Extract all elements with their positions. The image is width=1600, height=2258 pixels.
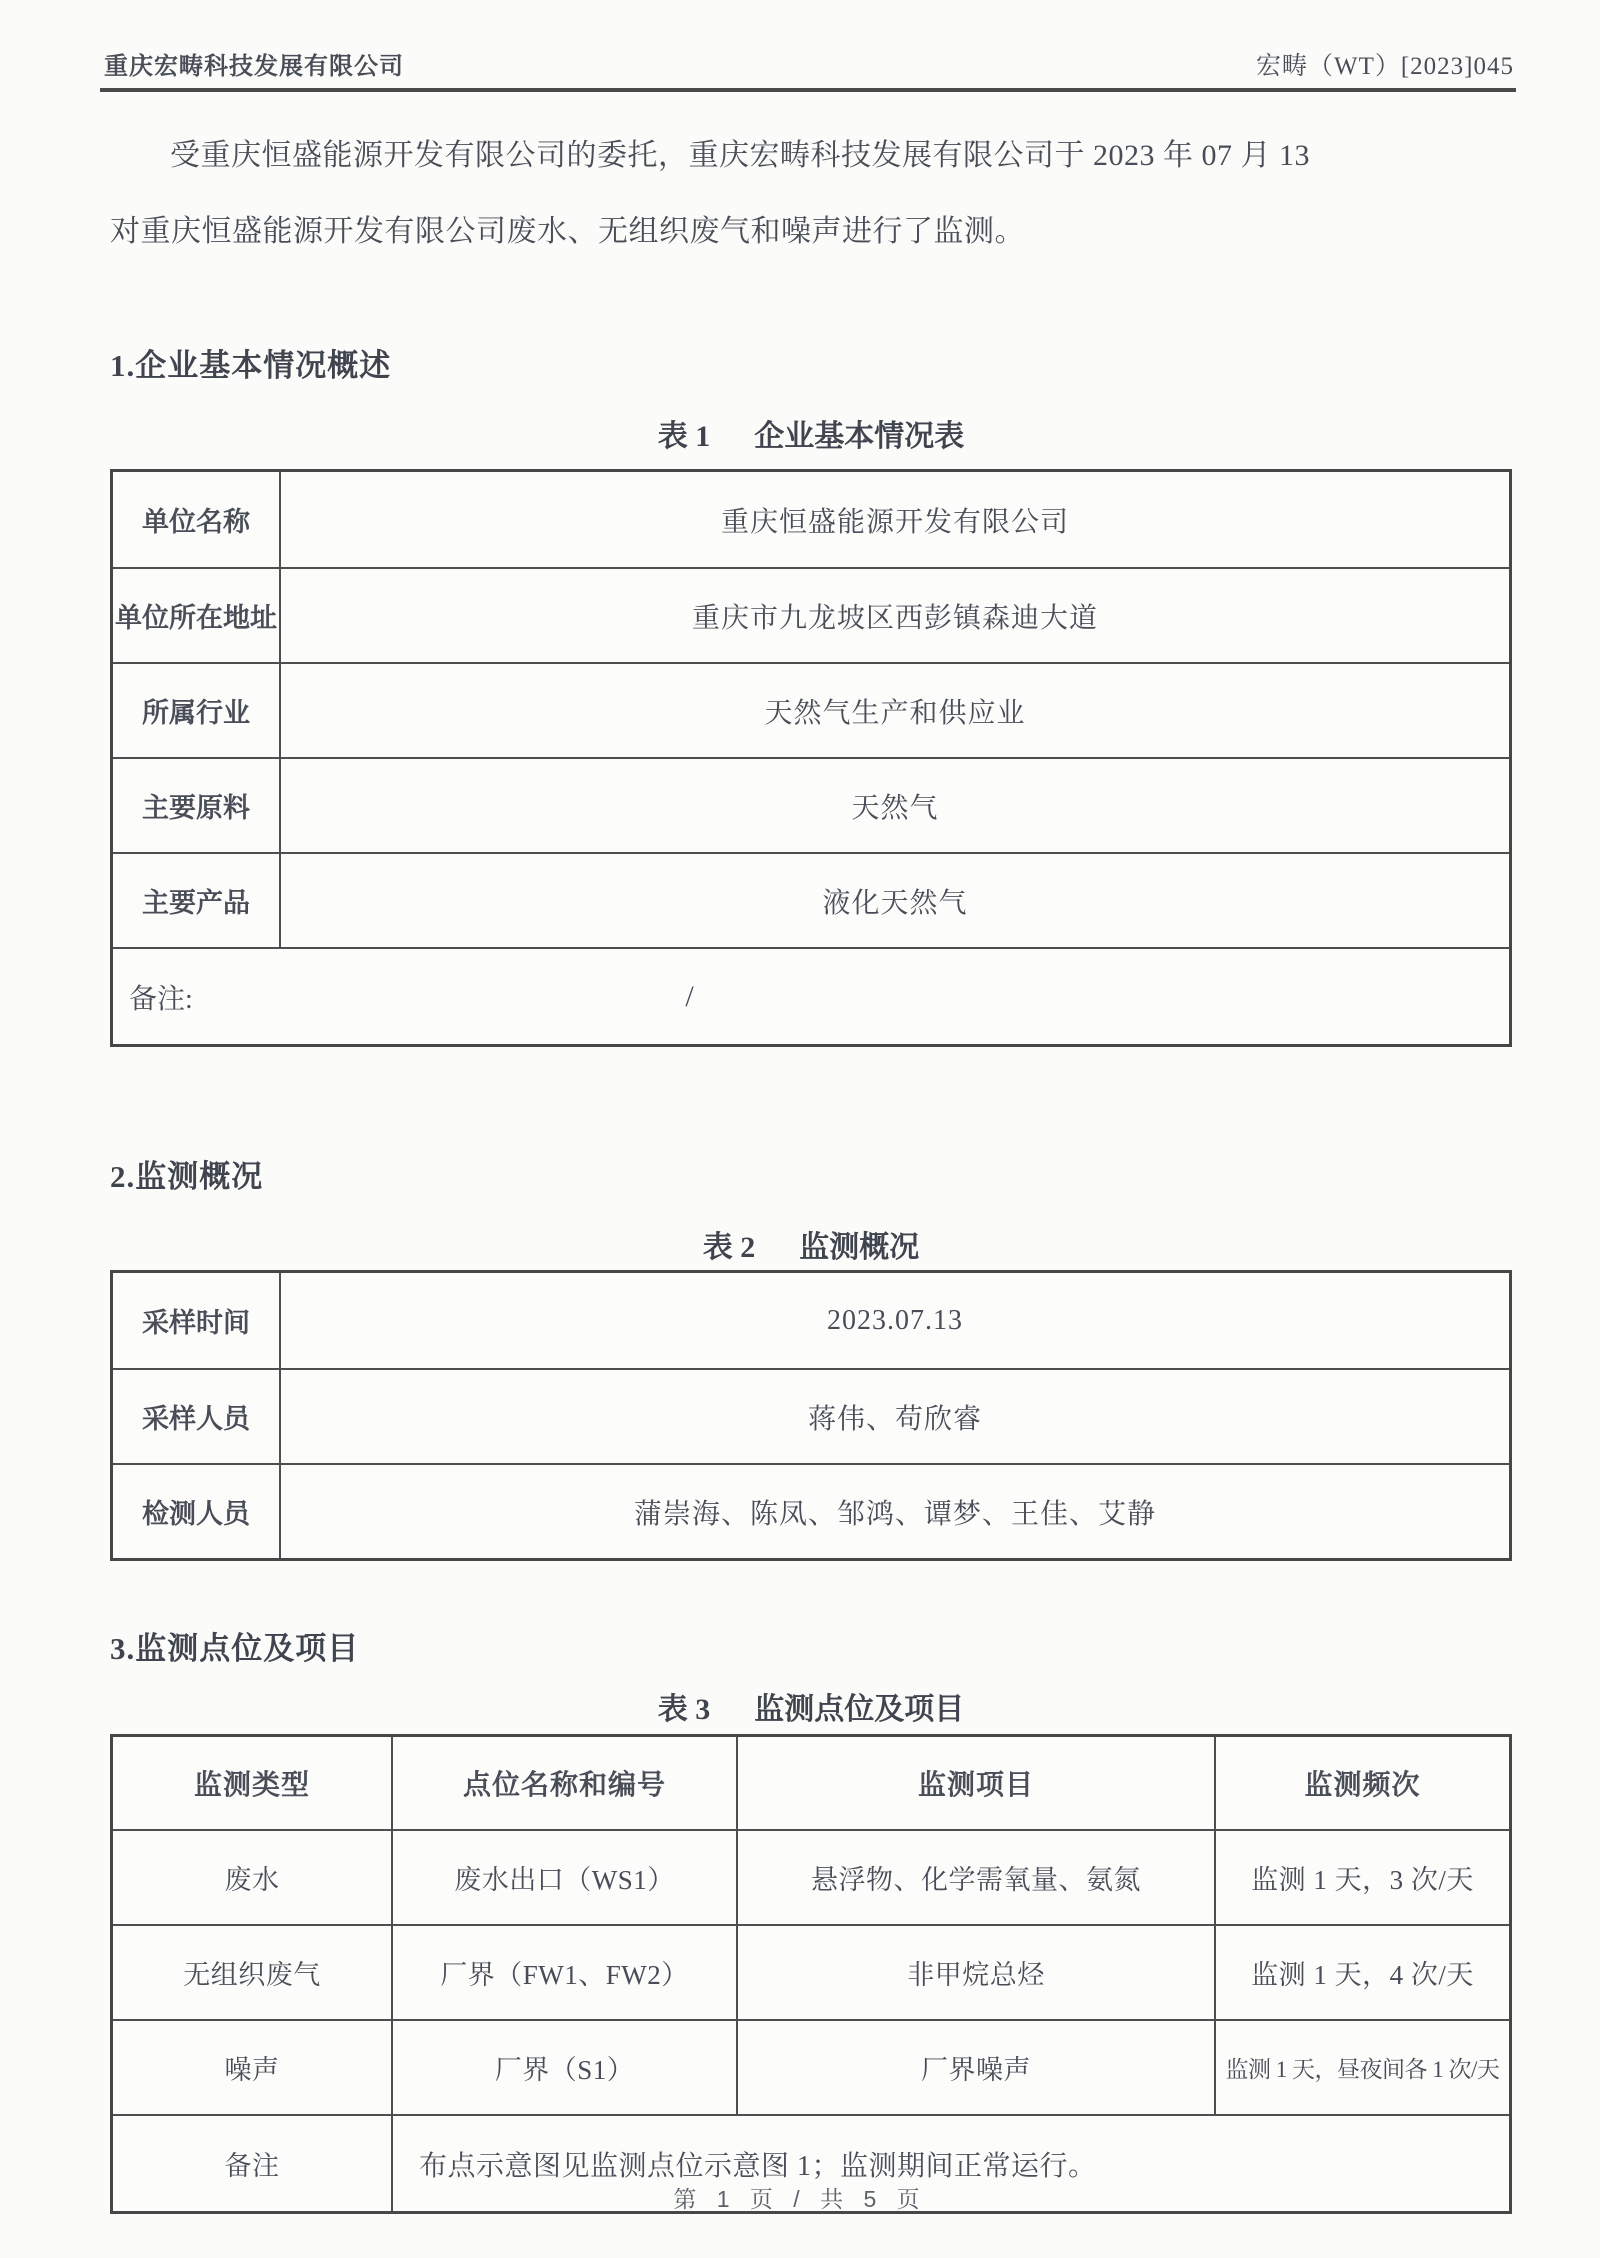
table1-caption-title: 企业基本情况表 xyxy=(754,420,965,453)
intro-paragraph xyxy=(110,118,1512,270)
table1-caption-no: 表 1 xyxy=(657,420,711,453)
table3-points-and-items xyxy=(110,1734,1512,2214)
table3-col-header: 监测频次 xyxy=(1214,1737,1509,1829)
table2-monitoring-overview xyxy=(110,1270,1512,1561)
table2-row-value: 蒲崇海、陈凤、邹鸿、谭梦、王佳、艾静 xyxy=(281,1463,1509,1558)
table3-cell: 监测 1 天，4 次/天 xyxy=(1214,1924,1509,2019)
table3-cell: 无组织废气 xyxy=(113,1924,391,2019)
table1-remark-label: 备注: xyxy=(129,983,193,1015)
table3-caption-title: 监测点位及项目 xyxy=(754,1693,965,1726)
table2-caption xyxy=(110,1222,1512,1266)
page-body xyxy=(110,118,1512,2214)
table1-row-value: 重庆市九龙坡区西彭镇森迪大道 xyxy=(281,567,1509,662)
table3-caption xyxy=(110,1684,1512,1728)
section3-heading: 3.监测点位及项目 xyxy=(110,1631,360,1666)
table1-remark-value: / xyxy=(685,979,694,1013)
table3-cell: 非甲烷总烃 xyxy=(736,1924,1214,2019)
table2-row-value: 蒋伟、苟欣睿 xyxy=(281,1368,1509,1463)
table2-caption-title: 监测概况 xyxy=(799,1231,920,1264)
table1-row-label: 主要产品 xyxy=(113,852,281,947)
table3-cell: 厂界（S1） xyxy=(391,2019,736,2114)
table3-cell: 噪声 xyxy=(113,2019,391,2114)
table3-caption-no: 表 3 xyxy=(657,1693,711,1726)
table1-row-value: 液化天然气 xyxy=(281,852,1509,947)
table3-remark-value: 布点示意图见监测点位示意图 1；监测期间正常运行。 xyxy=(391,2114,1509,2211)
table3-cell: 废水出口（WS1） xyxy=(391,1829,736,1924)
table3-col-header: 监测项目 xyxy=(736,1737,1214,1829)
table2-row-label: 采样时间 xyxy=(113,1273,281,1368)
document-number: 宏畴（WT）[2023]045 xyxy=(1255,53,1514,80)
page-header xyxy=(104,46,1514,82)
table3-cell: 监测 1 天，3 次/天 xyxy=(1214,1829,1509,1924)
table3-col-header: 监测类型 xyxy=(193,1770,310,1801)
table1-company-info xyxy=(110,469,1512,1047)
table2-caption-no: 表 2 xyxy=(702,1231,756,1264)
intro-line-2: 对重庆恒盛能源开发有限公司废水、无组织废气和噪声进行了监测。 xyxy=(110,215,1025,248)
table1-row-label: 主要原料 xyxy=(113,757,281,852)
page-number: 第 1 页 / 共 5 页 xyxy=(673,2186,927,2212)
table2-row-label: 采样人员 xyxy=(113,1368,281,1463)
section2-heading: 2.监测概况 xyxy=(110,1159,264,1194)
table1-remark-row xyxy=(113,947,1509,1044)
table3-cell: 厂界（FW1、FW2） xyxy=(391,1924,736,2019)
table2-row-value: 2023.07.13 xyxy=(827,1304,963,1336)
table1-caption xyxy=(110,411,1512,455)
table1-row-label: 单位名称 xyxy=(113,472,281,567)
intro-line-1: 受重庆恒盛能源开发有限公司的委托，重庆宏畴科技发展有限公司于 2023 年 07 月 13 xyxy=(170,139,1310,172)
table1-row-label: 单位所在地址 xyxy=(113,567,281,662)
table3-col-header: 点位名称和编号 xyxy=(391,1737,736,1829)
table3-remark-label: 备注 xyxy=(113,2114,391,2211)
table3-cell: 悬浮物、化学需氧量、氨氮 xyxy=(736,1829,1214,1924)
table1-row-label: 所属行业 xyxy=(113,662,281,757)
section1-heading: 1.企业基本情况概述 xyxy=(110,348,392,383)
table3-cell: 厂界噪声 xyxy=(736,2019,1214,2114)
table3-cell: 监测 1 天，昼夜间各 1 次/天 xyxy=(1214,2019,1509,2114)
header-divider xyxy=(100,88,1516,92)
table3-cell: 废水 xyxy=(113,1829,391,1924)
table1-row-value: 重庆恒盛能源开发有限公司 xyxy=(720,506,1069,538)
company-name: 重庆宏畴科技发展有限公司 xyxy=(104,54,404,80)
table1-row-value: 天然气 xyxy=(281,757,1509,852)
table2-row-label: 检测人员 xyxy=(113,1463,281,1558)
table1-row-value: 天然气生产和供应业 xyxy=(281,662,1509,757)
